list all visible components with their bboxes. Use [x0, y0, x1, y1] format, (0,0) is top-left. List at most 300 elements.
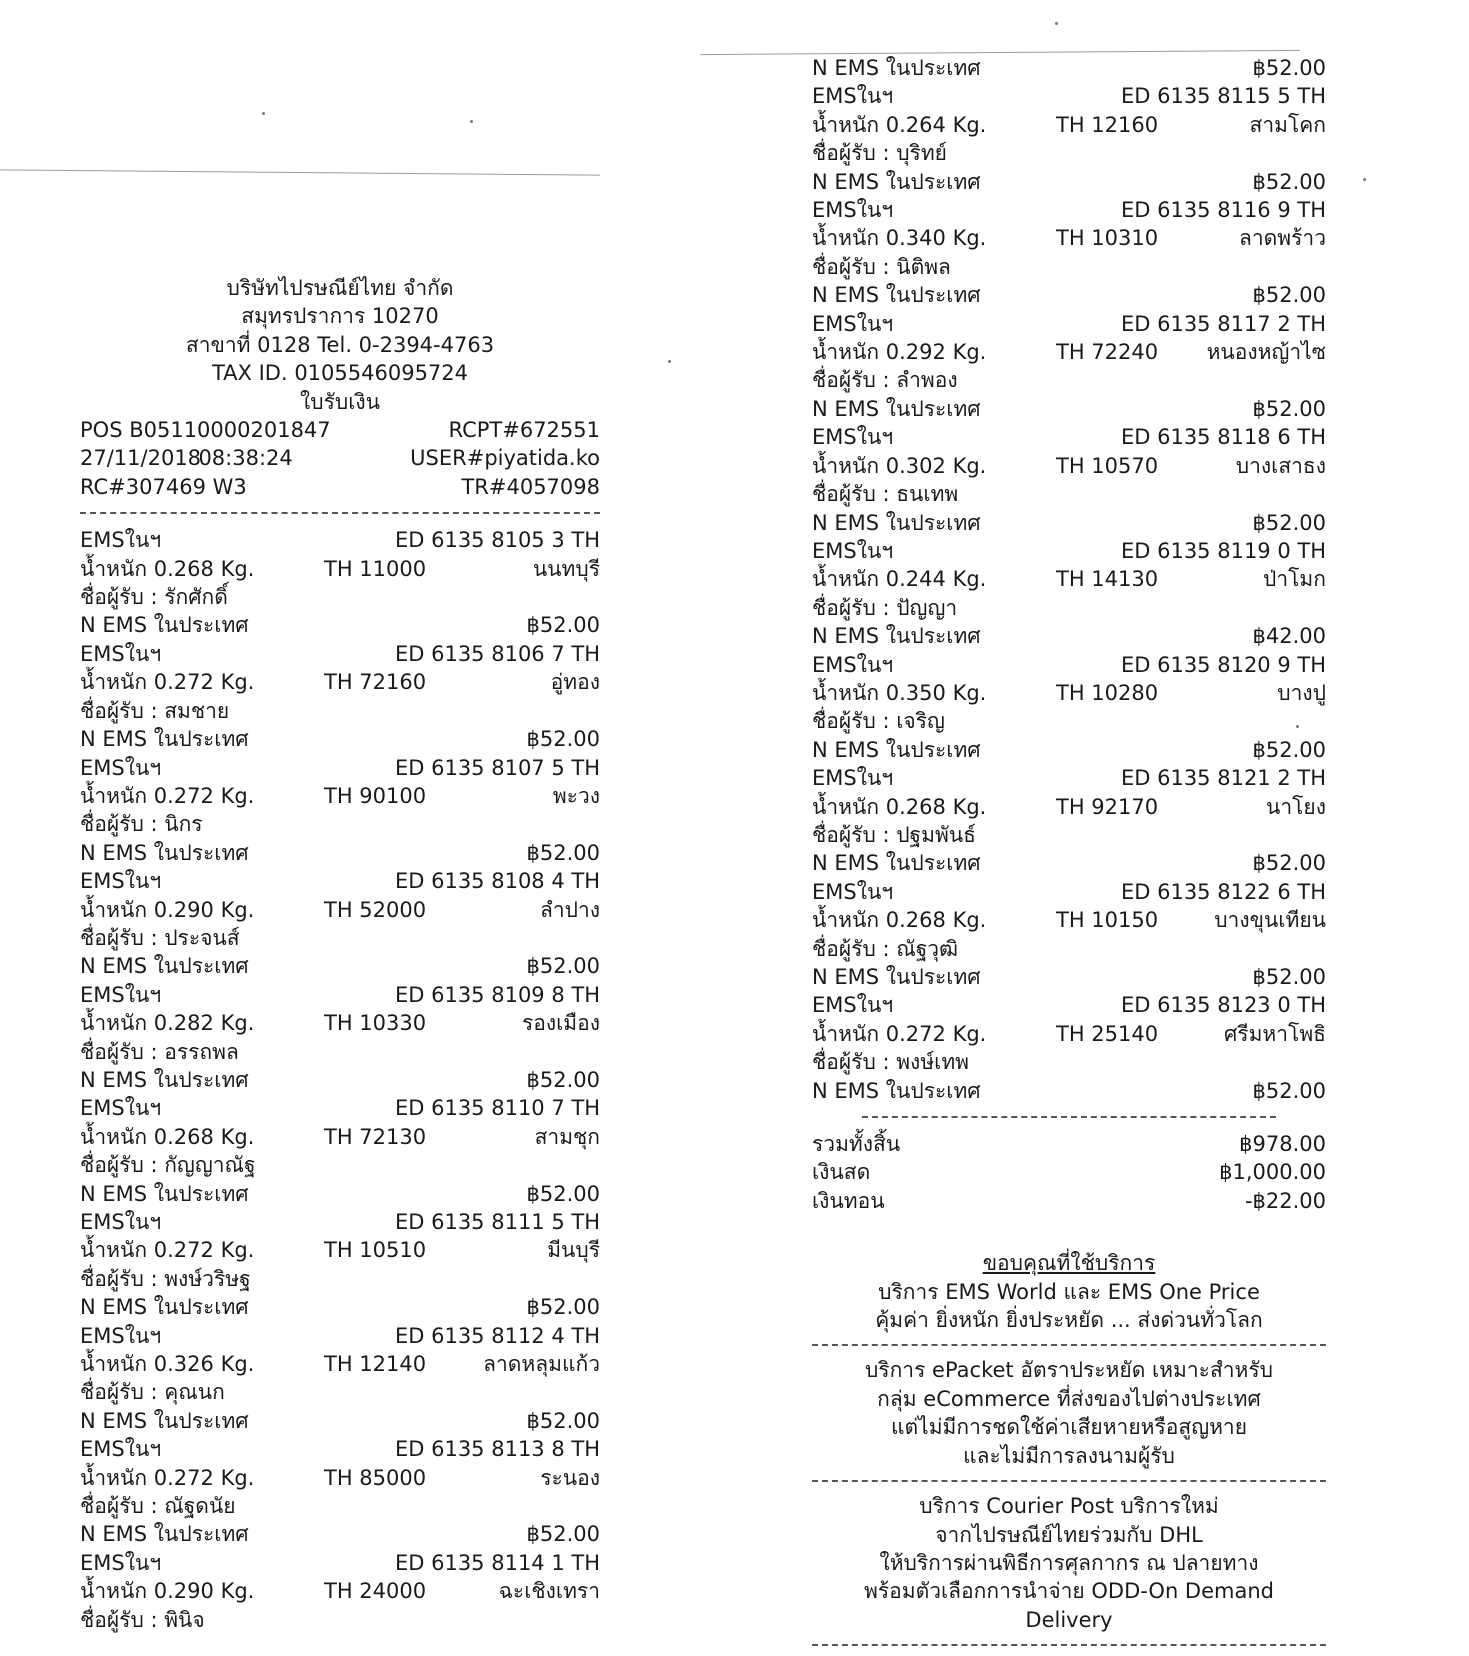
- recipient-prefix: ชื่อผู้รับ :: [80, 1380, 158, 1405]
- recipient: [80, 1265, 251, 1293]
- postcode: TH 92170: [1056, 794, 1159, 819]
- weight-row: [80, 668, 600, 696]
- recipient-prefix: ชื่อผู้รับ :: [80, 925, 158, 950]
- recipient-row: [80, 924, 600, 952]
- line-type: N EMS ในประเทศ: [812, 965, 981, 989]
- service-name: EMSในฯ: [80, 869, 162, 894]
- district: ศรีมหาโพธิ: [1223, 1021, 1326, 1046]
- recipient: [812, 935, 958, 963]
- line-type-row: [80, 1066, 600, 1094]
- recipient-name: อรรถพล: [164, 1039, 239, 1064]
- promo-ems-line-1: บริการ EMS World และ EMS One Price: [878, 1279, 1260, 1304]
- postcode: TH 10280: [1056, 680, 1159, 705]
- recipient-name: ประจนส์: [164, 925, 240, 950]
- weight: [80, 555, 324, 583]
- district: มีนบุรี: [547, 1238, 600, 1263]
- service-name: EMSในฯ: [80, 755, 162, 780]
- recipient-name: กัญญาณัฐ: [164, 1153, 256, 1178]
- line-type-row: [812, 395, 1326, 423]
- weight-value: 0.292: [885, 340, 946, 365]
- weight: [80, 782, 324, 810]
- rc-row: [80, 473, 600, 501]
- tracking-number: ED 6135 8112 4 TH: [394, 1323, 600, 1348]
- weight-prefix: น้ำหนัก: [80, 1465, 148, 1490]
- service-row: [80, 867, 600, 895]
- recipient-name: สมชาย: [164, 698, 230, 723]
- weight: [812, 224, 1056, 252]
- recipient-row: [812, 366, 1326, 394]
- tracking-number: ED 6135 8113 8 TH: [394, 1437, 600, 1462]
- promo-courier-line-1: บริการ Courier Post บริการใหม่: [919, 1494, 1219, 1519]
- tracking-number: ED 6135 8120 9 TH: [1120, 652, 1326, 677]
- receipt-left: [80, 274, 600, 1634]
- weight-prefix: น้ำหนัก: [80, 556, 148, 581]
- user-id: USER#piyatida.ko: [410, 446, 600, 471]
- service-row: [812, 82, 1326, 110]
- pos-number: POS B05110000201847: [80, 418, 331, 443]
- recipient-row: [812, 707, 1326, 735]
- weight-row: [812, 338, 1326, 366]
- recipient: [812, 366, 958, 394]
- recipient-row: [812, 821, 1326, 849]
- weight-prefix: น้ำหนัก: [80, 1352, 148, 1377]
- item-block: [812, 310, 1326, 424]
- weight: [812, 1020, 1056, 1048]
- postcode: TH 25140: [1056, 1021, 1159, 1046]
- weight-prefix: น้ำหนัก: [812, 680, 880, 705]
- line-type-row: [80, 1407, 600, 1435]
- district: นาโยง: [1266, 794, 1326, 819]
- district: บางเสาธง: [1235, 453, 1326, 478]
- separator: [812, 1480, 1326, 1482]
- service-row: [80, 1435, 600, 1463]
- recipient: [812, 253, 951, 281]
- service-row: [80, 1549, 600, 1577]
- line-type-row: [80, 839, 600, 867]
- promo-ems-line-2: คุ้มค่า ยิ่งหนัก ยิ่งประหยัด ... ส่งด่วนทั่วโลก: [875, 1308, 1263, 1333]
- weight-unit: Kg.: [952, 794, 987, 819]
- weight-value: 0.272: [153, 670, 214, 695]
- recipient-prefix: ชื่อผู้รับ :: [80, 1153, 158, 1178]
- item-block: [80, 1322, 600, 1436]
- item-block: [812, 764, 1326, 878]
- service-name: EMSในฯ: [80, 1096, 162, 1121]
- tracking-number: ED 6135 8110 7 TH: [394, 1096, 600, 1121]
- item-block: [80, 867, 600, 981]
- recipient-row: [80, 697, 600, 725]
- cash-value: ฿1,000.00: [1219, 1160, 1326, 1185]
- company-name: บริษัทไปรษณีย์ไทย จำกัด: [226, 276, 454, 300]
- scan-speck: [1363, 178, 1366, 181]
- weight-prefix: น้ำหนัก: [812, 226, 880, 251]
- item-price: ฿52.00: [526, 954, 600, 979]
- recipient: [80, 1151, 256, 1179]
- scan-speck: [668, 360, 671, 363]
- promo-courier-line-3: ให้บริการผ่านพิธีการศุลกากร ณ ปลายทาง: [879, 1550, 1259, 1575]
- recipient-name: ธนเทพ: [896, 482, 959, 507]
- receipt-edge-line: [0, 169, 600, 175]
- line-type-row: [812, 281, 1326, 309]
- recipient-prefix: ชื่อผู้รับ :: [80, 1266, 158, 1291]
- tracking-number: ED 6135 8111 5 TH: [394, 1210, 600, 1234]
- weight-row: [80, 1009, 600, 1037]
- postcode: TH 72160: [324, 670, 427, 695]
- weight-row: [812, 224, 1326, 252]
- line-type-row: [812, 168, 1326, 196]
- total-value: ฿978.00: [1239, 1132, 1326, 1157]
- separator: [862, 1116, 1276, 1118]
- district: พะวง: [552, 783, 600, 808]
- weight-prefix: น้ำหนัก: [812, 1021, 880, 1046]
- weight: [812, 906, 1056, 934]
- weight-value: 0.290: [153, 1579, 214, 1604]
- tracking-number: ED 6135 8121 2 TH: [1120, 766, 1326, 791]
- item-price: ฿52.00: [1252, 737, 1326, 762]
- recipient-row: [80, 1492, 600, 1520]
- item-block: [812, 423, 1326, 537]
- tax-id: TAX ID. 0105546095724: [211, 361, 469, 386]
- service-name: EMSในฯ: [812, 879, 894, 904]
- weight-value: 0.282: [153, 1011, 214, 1036]
- tracking-number: ED 6135 8123 0 TH: [1120, 993, 1326, 1018]
- district: นนทบุรี: [532, 556, 600, 581]
- line-type-row: [80, 725, 600, 753]
- recipient-row: [812, 1048, 1326, 1076]
- service-name: EMSในฯ: [80, 1210, 162, 1234]
- tracking-number: ED 6135 8119 0 TH: [1120, 538, 1326, 563]
- weight-value: 0.350: [885, 680, 946, 705]
- recipient-row: [812, 594, 1326, 622]
- promo-courier-line-2: จากไปรษณีย์ไทยร่วมกับ DHL: [935, 1522, 1203, 1547]
- service-name: EMSในฯ: [812, 538, 894, 563]
- item-price: ฿52.00: [526, 1522, 600, 1547]
- item-block: [812, 651, 1326, 765]
- recipient-row: [812, 480, 1326, 508]
- item-block: [812, 196, 1326, 310]
- tracking-number: ED 6135 8114 1 TH: [394, 1550, 600, 1575]
- weight: [80, 1464, 324, 1492]
- service-row: [812, 537, 1326, 565]
- weight-row: [812, 1020, 1326, 1048]
- recipient-row: [80, 1151, 600, 1179]
- weight: [812, 452, 1056, 480]
- recipient-name: ปฐมพันธ์: [896, 822, 976, 847]
- weight-row: [812, 906, 1326, 934]
- weight-prefix: น้ำหนัก: [812, 112, 880, 137]
- item-price: ฿52.00: [526, 613, 600, 638]
- recipient-prefix: ชื่อผู้รับ :: [812, 936, 890, 961]
- service-name: EMSในฯ: [80, 641, 162, 666]
- weight: [812, 111, 1056, 139]
- recipient-prefix: ชื่อผู้รับ :: [80, 1494, 158, 1519]
- cash-row: [812, 1158, 1326, 1186]
- weight-value: 0.272: [885, 1021, 946, 1046]
- change-value: -฿22.00: [1244, 1188, 1326, 1213]
- item-price: ฿52.00: [526, 1181, 600, 1206]
- total-label: รวมทั้งสิ้น: [812, 1132, 901, 1157]
- weight-value: 0.268: [885, 908, 946, 933]
- recipient-name: บุริทย์: [896, 141, 947, 166]
- line-type-row: [80, 611, 600, 639]
- weight-unit: Kg.: [220, 897, 255, 922]
- item-block: [80, 526, 600, 640]
- postcode: TH 10330: [324, 1011, 427, 1036]
- line-type-row: [80, 1520, 600, 1548]
- item-price: ฿52.00: [1252, 510, 1326, 535]
- line-type-row: [812, 509, 1326, 537]
- weight: [812, 679, 1056, 707]
- line-type: N EMS ในประเทศ: [812, 851, 981, 876]
- weight-prefix: น้ำหนัก: [812, 908, 880, 933]
- weight-row: [80, 782, 600, 810]
- weight: [80, 1350, 324, 1378]
- weight-value: 0.340: [885, 226, 946, 251]
- tracking-number: ED 6135 8108 4 TH: [394, 869, 600, 894]
- weight-row: [80, 1123, 600, 1151]
- line-type: N EMS ในประเทศ: [80, 1408, 249, 1433]
- recipient-row: [80, 1378, 600, 1406]
- postcode: TH 10570: [1056, 453, 1159, 478]
- item-block: [80, 1094, 600, 1208]
- scan-speck: [262, 112, 265, 115]
- service-name: EMSในฯ: [812, 993, 894, 1018]
- weight: [812, 565, 1056, 593]
- weight-unit: Kg.: [220, 670, 255, 695]
- line-type-row: [812, 54, 1326, 82]
- service-name: EMSในฯ: [80, 982, 162, 1007]
- line-type-row: [80, 952, 600, 980]
- line-type: N EMS ในประเทศ: [812, 396, 981, 421]
- item-block: [80, 1208, 600, 1322]
- service-row: [80, 1208, 600, 1236]
- receipt-number: RCPT#672551: [448, 418, 600, 443]
- item-block: [812, 537, 1326, 651]
- promo-courier-line-4: พร้อมตัวเลือกการนำจ่าย ODD-On Demand: [864, 1579, 1274, 1604]
- recipient-prefix: ชื่อผู้รับ :: [812, 482, 890, 507]
- line-type: N EMS ในประเทศ: [80, 613, 249, 638]
- promo-courier-line-5: Delivery: [1025, 1607, 1113, 1632]
- recipient-row: [80, 810, 600, 838]
- recipient: [80, 1378, 225, 1406]
- weight-prefix: น้ำหนัก: [812, 340, 880, 365]
- weight-prefix: น้ำหนัก: [812, 567, 880, 592]
- recipient-name: พงษ์เทพ: [896, 1050, 970, 1075]
- weight-unit: Kg.: [220, 1011, 255, 1036]
- service-row: [812, 764, 1326, 792]
- recipient-row: [812, 253, 1326, 281]
- weight-row: [80, 1350, 600, 1378]
- tracking-number: ED 6135 8107 5 TH: [394, 755, 600, 780]
- service-name: EMSในฯ: [812, 425, 894, 450]
- recipient: [80, 924, 240, 952]
- recipient: [812, 594, 957, 622]
- service-row: [812, 651, 1326, 679]
- line-type-row: [812, 622, 1326, 650]
- tracking-number: ED 6135 8109 8 TH: [394, 982, 600, 1007]
- recipient-row: [80, 1606, 600, 1634]
- service-row: [812, 878, 1326, 906]
- recipient: [80, 1606, 205, 1634]
- service-name: EMSในฯ: [812, 198, 894, 223]
- receipt-right: [812, 54, 1326, 1656]
- item-block: [80, 640, 600, 754]
- service-name: EMSในฯ: [812, 311, 894, 336]
- postcode: TH 24000: [324, 1579, 427, 1604]
- weight-row: [80, 555, 600, 583]
- recipient-row: [80, 1038, 600, 1066]
- item-block: [80, 754, 600, 868]
- service-name: EMSในฯ: [80, 1437, 162, 1462]
- weight-unit: Kg.: [220, 1124, 255, 1149]
- recipient-name: ลำพอง: [896, 368, 958, 393]
- item-block: [812, 878, 1326, 992]
- service-row: [80, 754, 600, 782]
- weight-value: 0.264: [885, 112, 946, 137]
- line-type: N EMS ในประเทศ: [80, 1181, 249, 1206]
- recipient: [812, 821, 976, 849]
- item-price: ฿52.00: [526, 1067, 600, 1092]
- weight-prefix: น้ำหนัก: [80, 1579, 148, 1604]
- line-type: N EMS ในประเทศ: [80, 1295, 249, 1320]
- item-price: ฿52.00: [526, 840, 600, 865]
- weight-prefix: น้ำหนัก: [80, 670, 148, 695]
- datetime-row: [80, 444, 600, 472]
- district: รองเมือง: [521, 1011, 600, 1036]
- district: ลาดหลุมแก้ว: [483, 1352, 600, 1377]
- item-block: [812, 82, 1326, 196]
- company-address: สมุทรปราการ 10270: [241, 304, 439, 329]
- total-row: [812, 1130, 1326, 1158]
- tracking-number: ED 6135 8106 7 TH: [394, 641, 600, 666]
- weight: [812, 338, 1056, 366]
- service-row: [812, 991, 1326, 1019]
- item-block: [80, 1435, 600, 1549]
- weight-row: [812, 111, 1326, 139]
- weight-prefix: น้ำหนัก: [80, 1238, 148, 1263]
- rc-number: RC#307469 W3: [80, 474, 247, 499]
- item-block: [80, 1549, 600, 1634]
- weight-value: 0.268: [885, 794, 946, 819]
- weight-value: 0.268: [153, 1124, 214, 1149]
- item-block: [812, 991, 1326, 1105]
- weight: [80, 1123, 324, 1151]
- district: บางปู: [1277, 680, 1326, 705]
- line-type-row: [80, 1180, 600, 1208]
- scan-speck: [1055, 22, 1058, 25]
- weight-prefix: น้ำหนัก: [80, 783, 148, 808]
- branch-info: สาขาที่ 0128 Tel. 0-2394-4763: [185, 332, 495, 357]
- service-name: EMSในฯ: [80, 1550, 162, 1575]
- recipient: [80, 1038, 239, 1066]
- recipient-name: พินิจ: [164, 1607, 205, 1632]
- weight-value: 0.272: [153, 1238, 214, 1263]
- weight-prefix: น้ำหนัก: [80, 1124, 148, 1149]
- line-type-row: [812, 736, 1326, 764]
- postcode: TH 14130: [1056, 567, 1159, 592]
- weight-prefix: น้ำหนัก: [80, 897, 148, 922]
- tracking-number: ED 6135 8105 3 TH: [394, 528, 600, 553]
- weight-row: [80, 1464, 600, 1492]
- recipient: [812, 707, 945, 735]
- line-type: N EMS ในประเทศ: [812, 1078, 981, 1103]
- receipt-time: 08:38:24: [198, 446, 293, 471]
- item-price: ฿52.00: [1252, 56, 1326, 80]
- thanks-message: ขอบคุณที่ใช้บริการ: [982, 1251, 1156, 1276]
- line-type: N EMS ในประเทศ: [80, 954, 249, 979]
- postcode: TH 85000: [324, 1465, 427, 1490]
- recipient-prefix: ชื่อผู้รับ :: [80, 1607, 158, 1632]
- district: ลำปาง: [539, 897, 600, 922]
- scan-speck: [470, 120, 473, 123]
- separator: [812, 1344, 1326, 1346]
- item-price: ฿52.00: [526, 1295, 600, 1320]
- recipient-name: ณัฐวุฒิ: [896, 936, 959, 961]
- recipient-prefix: ชื่อผู้รับ :: [812, 595, 890, 620]
- separator: [812, 1644, 1326, 1646]
- service-name: EMSในฯ: [80, 1323, 162, 1348]
- weight-unit: Kg.: [952, 680, 987, 705]
- postcode: TH 72240: [1056, 340, 1159, 365]
- weight-row: [812, 793, 1326, 821]
- service-row: [80, 1094, 600, 1122]
- line-type: N EMS ในประเทศ: [812, 510, 981, 535]
- line-type: N EMS ในประเทศ: [80, 1067, 249, 1092]
- item-price: ฿52.00: [526, 727, 600, 752]
- weight: [80, 668, 324, 696]
- tracking-number: ED 6135 8115 5 TH: [1120, 84, 1326, 109]
- promo-epacket-line-4: และไม่มีการลงนามผู้รับ: [963, 1443, 1175, 1468]
- recipient: [812, 480, 958, 508]
- weight-value: 0.272: [153, 783, 214, 808]
- postcode: TH 12160: [1056, 112, 1159, 137]
- recipient-prefix: ชื่อผู้รับ :: [812, 368, 890, 393]
- tracking-number: ED 6135 8117 2 TH: [1120, 311, 1326, 336]
- recipient-row: [80, 1265, 600, 1293]
- line-type-row: [812, 963, 1326, 991]
- weight-value: 0.272: [153, 1465, 214, 1490]
- weight: [80, 1236, 324, 1264]
- line-type: N EMS ในประเทศ: [812, 283, 981, 308]
- weight-value: 0.302: [885, 453, 946, 478]
- recipient-prefix: ชื่อผู้รับ :: [80, 1039, 158, 1064]
- item-price: ฿52.00: [1252, 283, 1326, 308]
- tracking-number: ED 6135 8118 6 TH: [1120, 425, 1326, 450]
- item-list-left: [80, 526, 600, 1634]
- service-row: [80, 1322, 600, 1350]
- recipient-prefix: ชื่อผู้รับ :: [812, 141, 890, 166]
- recipient-prefix: ชื่อผู้รับ :: [812, 254, 890, 279]
- recipient-name: ปัญญา: [896, 595, 958, 620]
- receipt-footer: [812, 1249, 1326, 1646]
- postcode: TH 72130: [324, 1124, 427, 1149]
- service-name: EMSในฯ: [812, 652, 894, 677]
- weight-prefix: น้ำหนัก: [812, 453, 880, 478]
- service-row: [812, 310, 1326, 338]
- recipient-name: เจริญ: [896, 709, 945, 734]
- recipient: [80, 697, 229, 725]
- weight-unit: Kg.: [952, 112, 987, 137]
- recipient: [812, 139, 947, 167]
- weight-value: 0.290: [153, 897, 214, 922]
- postcode: TH 10310: [1056, 226, 1159, 251]
- district: สามชุก: [534, 1124, 600, 1149]
- line-type: N EMS ในประเทศ: [80, 840, 249, 865]
- weight-unit: Kg.: [220, 1352, 255, 1377]
- recipient-prefix: ชื่อผู้รับ :: [80, 812, 158, 837]
- weight-unit: Kg.: [220, 783, 255, 808]
- weight-value: 0.326: [153, 1352, 214, 1377]
- item-price: ฿52.00: [1252, 1078, 1326, 1103]
